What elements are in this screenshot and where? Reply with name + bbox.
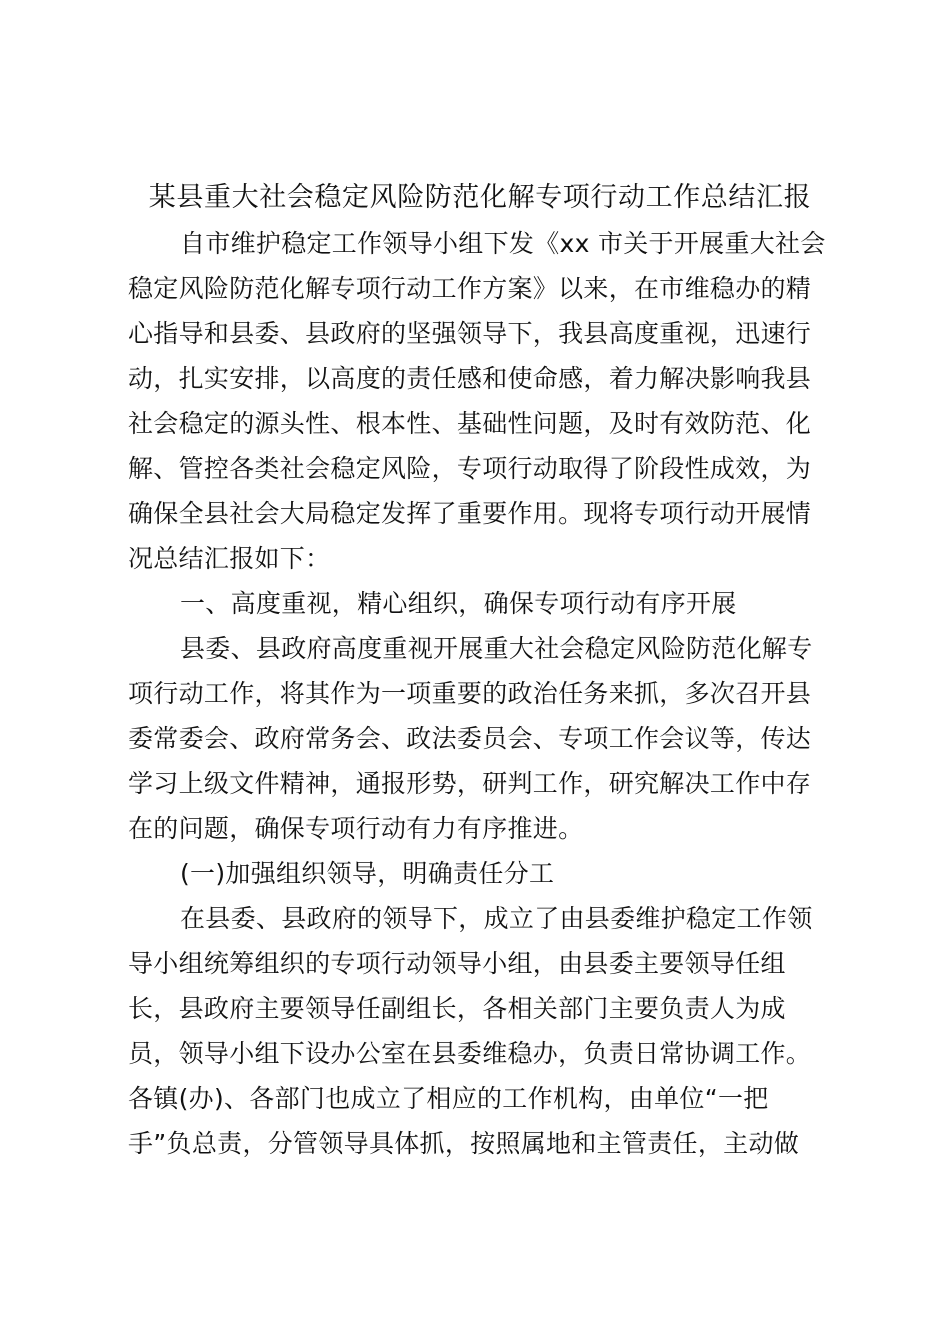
paragraph-line: 况总结汇报如下： — [128, 544, 331, 573]
paragraph-line: 县委、县政府高度重视开展重大社会稳定风险防范化解专 — [180, 634, 813, 663]
paragraph-line: 社会稳定的源头性、根本性、基础性问题，及时有效防范、化 — [128, 409, 812, 438]
paragraph-line: 心指导和县委、县政府的坚强领导下，我县高度重视，迅速行 — [128, 319, 812, 348]
paragraph-line: 学习上级文件精神，通报形势，研判工作，研究解决工作中存 — [128, 769, 812, 798]
paragraph-line: 稳定风险防范化解专项行动工作方案》以来，在市维稳办的精 — [128, 274, 812, 303]
paragraph-line: 项行动工作，将其作为一项重要的政治任务来抓，多次召开县 — [128, 679, 812, 708]
paragraph-line: 长，县政府主要领导任副组长，各相关部门主要负责人为成 — [128, 994, 786, 1023]
paragraph-line: 手”负总责，分管领导具体抓，按照属地和主管责任，主动做 — [128, 1129, 800, 1158]
paragraph-line: 导小组统筹组织的专项行动领导小组，由县委主要领导任组 — [128, 949, 786, 978]
paragraph-line: 在的问题，确保专项行动有力有序推进。 — [128, 814, 584, 843]
paragraph-line: 在县委、县政府的领导下，成立了由县委维护稳定工作领 — [180, 904, 813, 933]
paragraph-line: 动，扎实安排，以高度的责任感和使命感，着力解决影响我县 — [128, 364, 812, 393]
paragraph-line: 各镇(办)、各部门也成立了相应的工作机构，由单位“一把 — [128, 1084, 769, 1113]
paragraph-line: 确保全县社会大局稳定发挥了重要作用。现将专项行动开展情 — [128, 499, 812, 528]
section-heading: 一、高度重视，精心组织，确保专项行动有序开展 — [180, 589, 737, 618]
paragraph-line: 解、管控各类社会稳定风险，专项行动取得了阶段性成效，为 — [128, 454, 812, 483]
paragraph-line: 委常委会、政府常务会、政法委员会、专项工作会议等，传达 — [128, 724, 812, 753]
document-title: 某县重大社会稳定风险防范化解专项行动工作总结汇报 — [148, 182, 812, 213]
paragraph-line: 自市维护稳定工作领导小组下发《xx 市关于开展重大社会 — [180, 229, 826, 258]
paragraph-line: 员，领导小组下设办公室在县委维稳办，负责日常协调工作。 — [128, 1039, 812, 1068]
subsection-heading: (一)加强组织领导，明确责任分工 — [180, 859, 555, 888]
